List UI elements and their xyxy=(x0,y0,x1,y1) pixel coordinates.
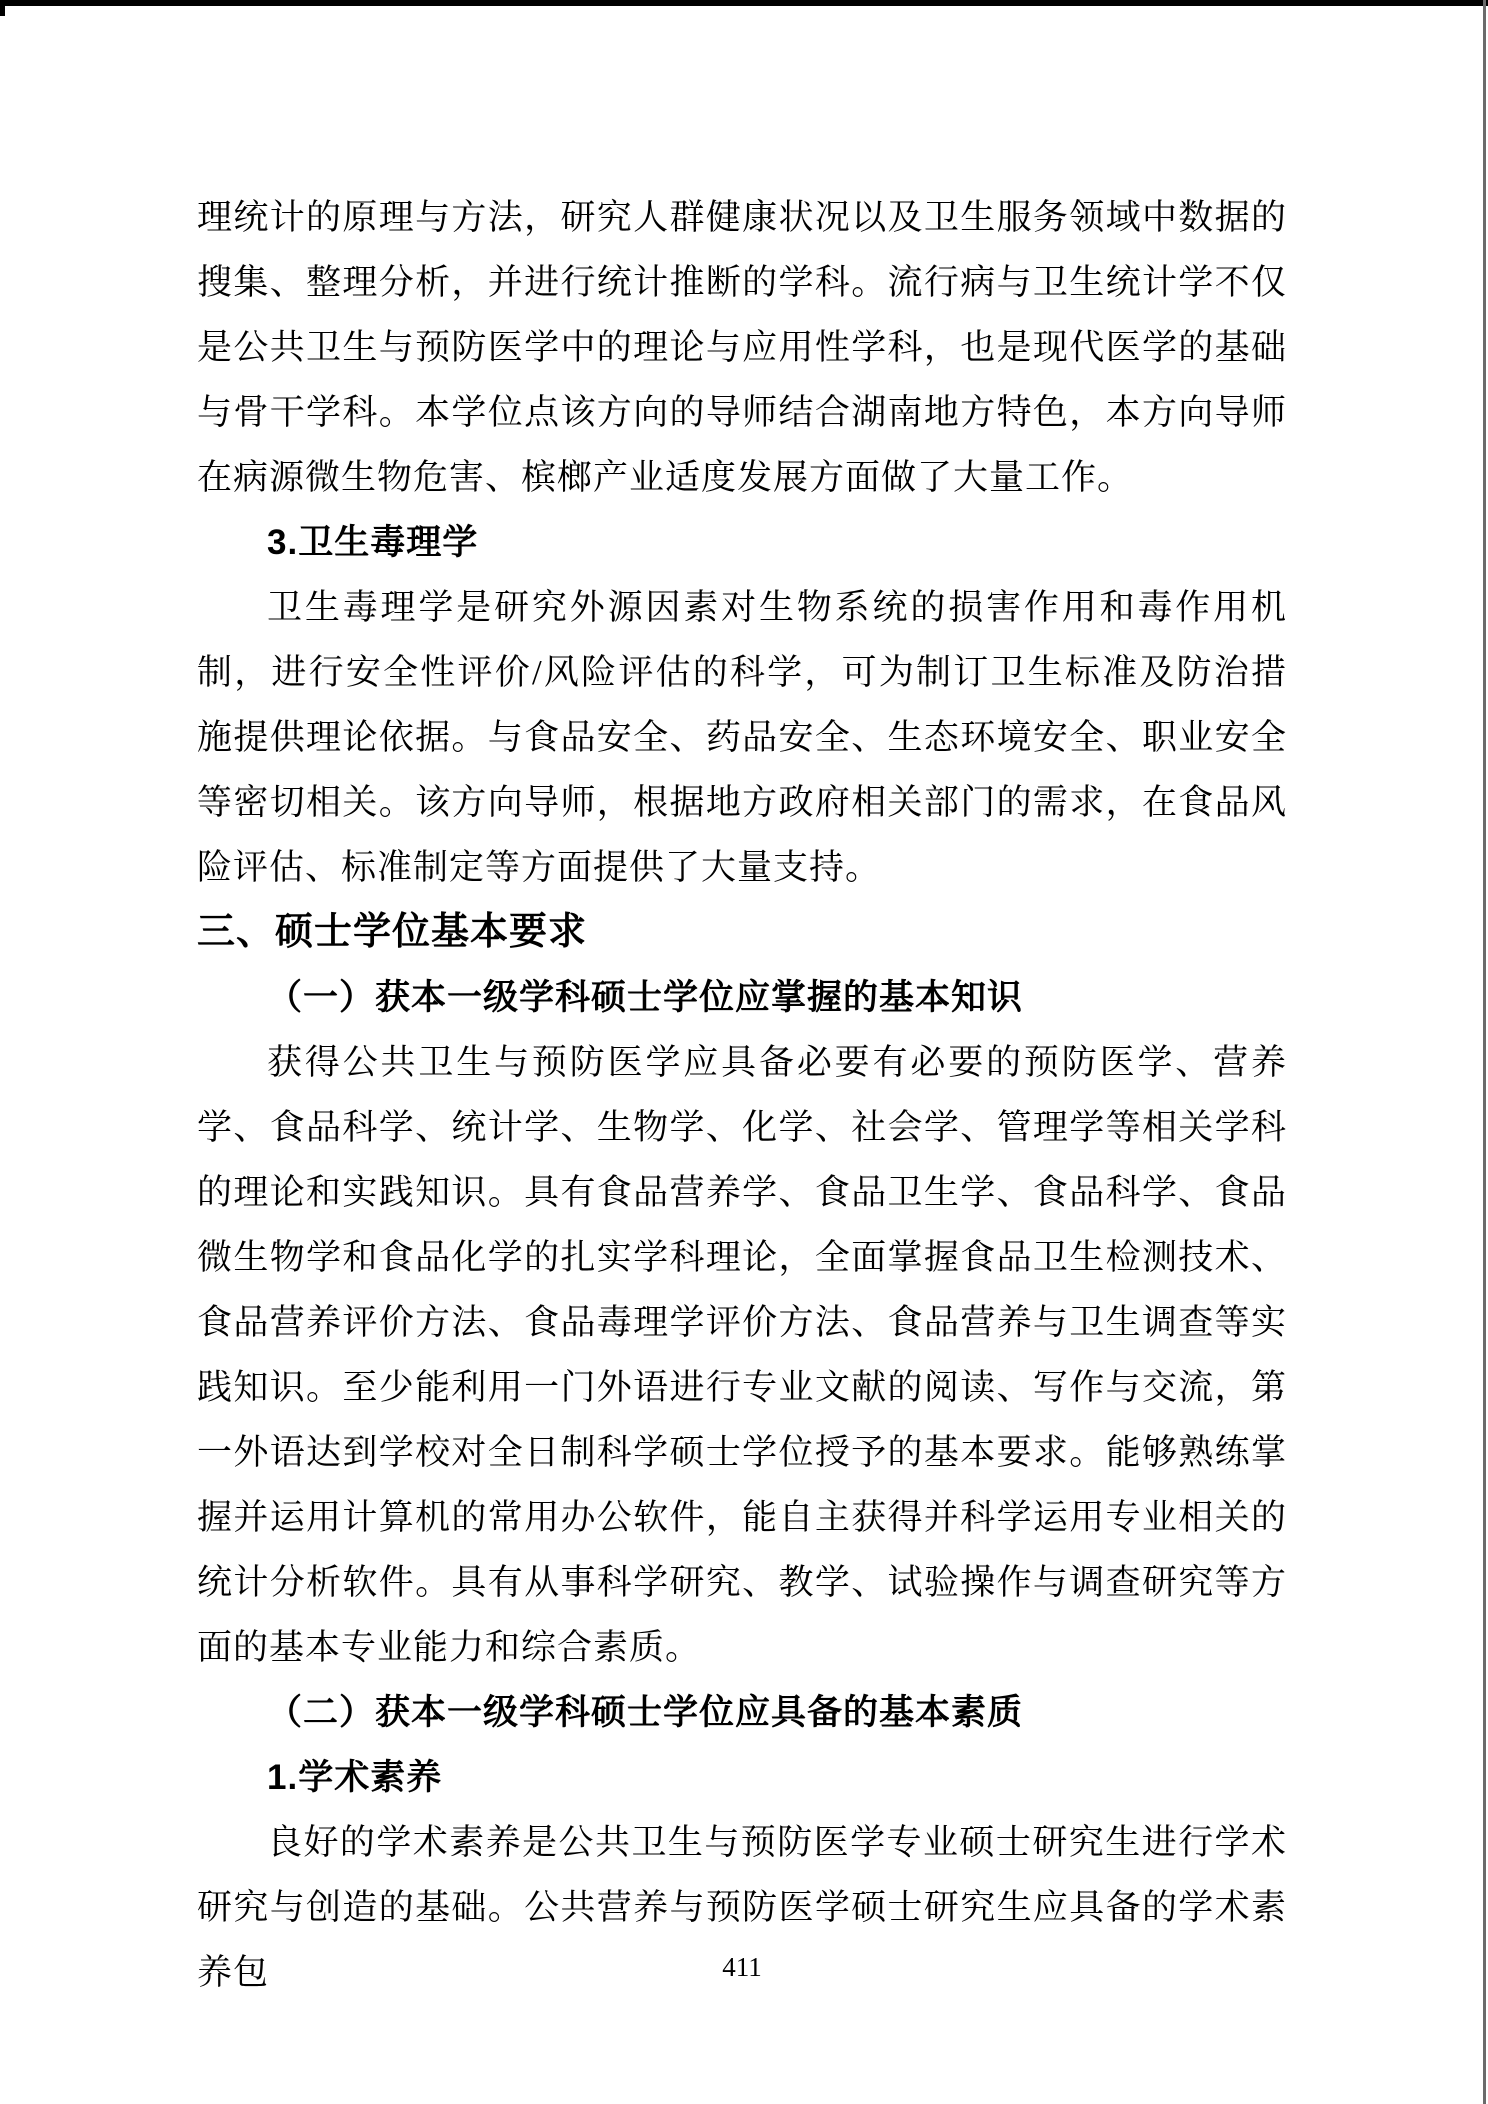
heading-1-academic-attainment: 1.学术素养 xyxy=(267,1758,443,1797)
scan-artifact-right-edge xyxy=(1483,0,1486,2104)
page-number: 411 xyxy=(722,1952,762,1982)
paragraph-toxicology: 卫生毒理学是研究外源因素对生物系统的损害作用和毒作用机制，进行安全性评价/风险评估的科学，可为制订卫生标准及防治措施提供理论依据。与食品安全、药品安全、生态环境安全、职业安全等密切相关。该方向导师，根据地方政府相关部门的需求，在食品风险评估、标准制定等方面提供了大量支持。 xyxy=(197,588,1287,887)
heading-sub1-basic-knowledge: （一）获本一级学科硕士学位应掌握的基本知识 xyxy=(267,978,1024,1017)
heading-sub2-basic-quality: （二）获本一级学科硕士学位应具备的基本素质 xyxy=(267,1693,1024,1732)
paragraph-basic-knowledge: 获得公共卫生与预防医学应具备必要有必要的预防医学、营养学、食品科学、统计学、生物学、化学、社会学、管理学等相关学科的理论和实践知识。具有食品营养学、食品卫生学、食品科学、食品微生物学和食品化学的扎实学科理论，全面掌握食品卫生检测技术、食品营养评价方法、食品毒理学评价方法、食品营养与卫生调查等实践知识。至少能利用一门外语进行专业文献的阅读、写作与交流，第一外语达到学校对全日制科学硕士学位授予的基本要求。能够熟练掌握并运用计算机的常用办公软件，能自主获得并科学运用专业相关的统计分析软件。具有从事科学研究、教学、试验操作与调查研究等方面的基本专业能力和综合素质。 xyxy=(197,1043,1287,1667)
heading-3-health-toxicology: 3.卫生毒理学 xyxy=(267,523,479,562)
heading-section-three-degree-requirements: 三、硕士学位基本要求 xyxy=(197,911,588,953)
scan-artifact-top-edge xyxy=(0,0,1488,6)
paragraph-academic-attainment: 良好的学术素养是公共卫生与预防医学专业硕士研究生进行学术研究与创造的基础。公共营养与预防医学硕士研究生应具备的学术素养包 xyxy=(197,1823,1287,1992)
paragraph-epidemiology-continued: 理统计的原理与方法，研究人群健康状况以及卫生服务领域中数据的搜集、整理分析，并进行统计推断的学科。流行病与卫生统计学不仅是公共卫生与预防医学中的理论与应用性学科，也是现代医学的基础与骨干学科。本学位点该方向的导师结合湖南地方特色，本方向导师在病源微生物危害、槟榔产业适度发展方面做了大量工作。 xyxy=(197,198,1287,497)
scan-artifact-left-notch xyxy=(0,0,5,16)
document-body xyxy=(197,185,1287,2005)
